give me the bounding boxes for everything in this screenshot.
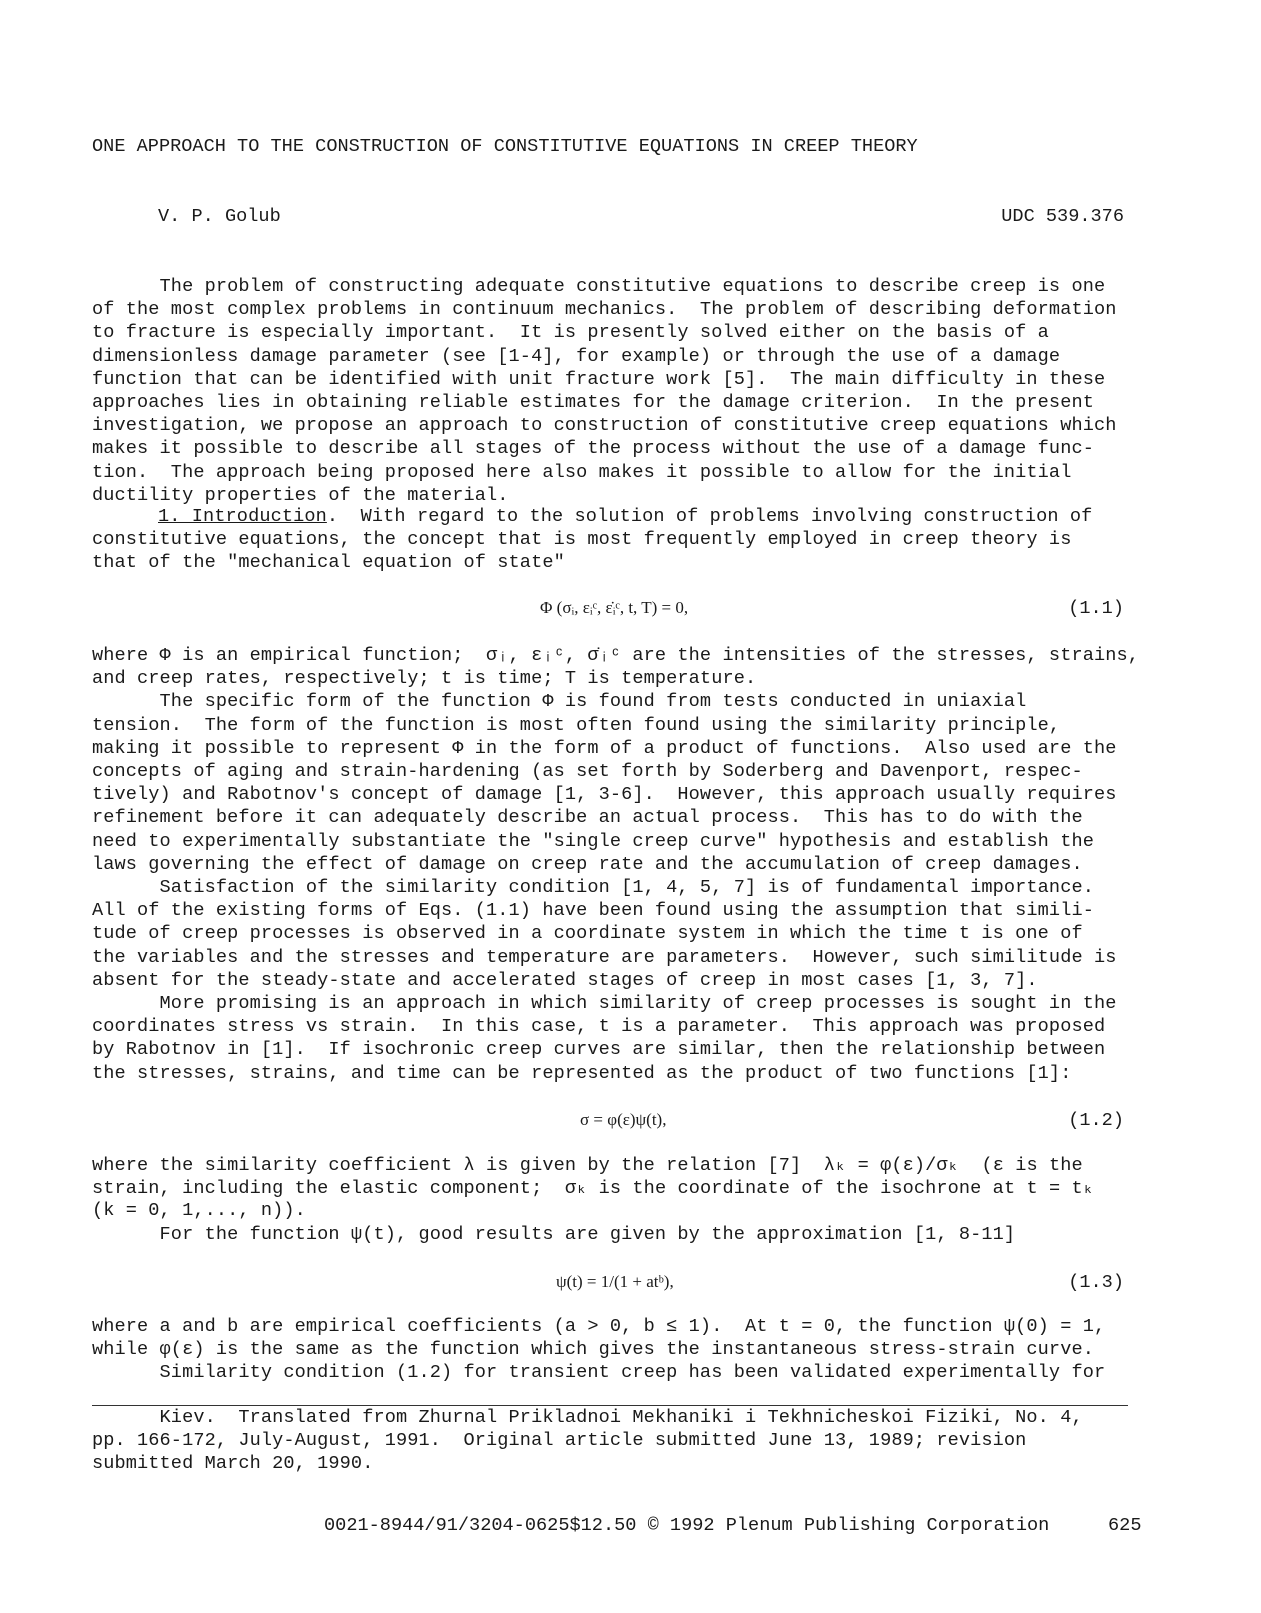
paragraph-line: Similarity condition (1.2) for transient creep has been validated experimentally for xyxy=(92,1362,1106,1384)
intro-line: that of the "mechanical equation of state" xyxy=(92,552,565,574)
paragraph-line: tively) and Rabotnov's concept of damage [1, 3-6]. However, this approach usually requires xyxy=(92,784,1117,806)
paragraph-line: More promising is an approach in which similarity of creep processes is sought in the xyxy=(92,993,1117,1014)
footnote-line: pp. 166-172, July-August, 1991. Original article submitted June 13, 1989; revision xyxy=(92,1430,1027,1452)
abstract-line: to fracture is especially important. It is presently solved either on the basis of a xyxy=(92,322,1049,344)
intro-line: constitutive equations, the concept that is most frequently employed in creep theory is xyxy=(92,529,1072,550)
footnote-line: submitted March 20, 1990. xyxy=(92,1453,374,1475)
issn-price: 0021-8944/91/3204-0625$12.50 xyxy=(324,1515,637,1536)
paragraph-line: refinement before it can adequately describe an actual process. This has to do with the xyxy=(92,807,1083,829)
paragraph-line: Satisfaction of the similarity condition [1, 4, 5, 7] is of fundamental importance. xyxy=(92,877,1094,898)
paragraph-line: where a and b are empirical coefficients (a > 0, b ≤ 1). At t = 0, the function ψ(0) = 1, xyxy=(92,1316,1106,1337)
abstract-line: of the most complex problems in continuum mechanics. The problem of describing deformation xyxy=(92,299,1117,321)
paragraph-line: (k = 0, 1,..., n)). xyxy=(92,1200,306,1222)
author: V. P. Golub xyxy=(158,206,281,227)
abstract-line: makes it possible to describe all stages of the process without the use of a damage func- xyxy=(92,438,1094,460)
paragraph-line: where Φ is an empirical function; σᵢ, εᵢᶜ, σ̇ᵢᶜ are the intensities of the stresses, strains, xyxy=(92,645,1139,666)
paragraph-line: coordinates stress vs strain. In this case, t is a parameter. This approach was proposed xyxy=(92,1016,1106,1038)
paragraph-line: strain, including the elastic component; σₖ is the coordinate of the isochrone at t = tₖ xyxy=(92,1178,1095,1200)
equation-1-2: σ = φ(ε)ψ(t), xyxy=(580,1110,667,1129)
equation-1-1-number: (1.1) xyxy=(1068,598,1124,619)
footer-line xyxy=(324,1515,1049,1536)
footnote-rule xyxy=(92,1405,1128,1406)
intro-first-line-rest: . With regard to the solution of problems involving construction of xyxy=(326,506,1093,527)
paragraph-line: tension. The form of the function is most often found using the similarity principle, xyxy=(92,714,1061,736)
equation-1-1: Φ (σᵢ, εᵢᶜ, ε̇ᵢᶜ, t, T) = 0, xyxy=(540,598,689,617)
abstract-line: investigation, we propose an approach to construction of constitutive creep equations which xyxy=(92,415,1117,437)
paragraph-line: concepts of aging and strain-hardening (as set forth by Soderberg and Davenport, respec- xyxy=(92,761,1083,782)
abstract-line: tion. The approach being proposed here also makes it possible to allow for the initial xyxy=(92,461,1072,483)
paragraph-line: The specific form of the function Φ is found from tests conducted in uniaxial xyxy=(92,691,1027,713)
paragraph-line: by Rabotnov in [1]. If isochronic creep curves are similar, then the relationship between xyxy=(92,1039,1106,1061)
intro-first-line xyxy=(92,506,1092,527)
abstract-line: The problem of constructing adequate constitutive equations to describe creep is one xyxy=(92,276,1106,297)
article-title: ONE APPROACH TO THE CONSTRUCTION OF CONSTITUTIVE EQUATIONS IN CREEP THEORY xyxy=(92,136,918,157)
paragraph-line: where the similarity coefficient λ is given by the relation [7] λₖ = φ(ε)/σₖ (ε is the xyxy=(92,1155,1083,1176)
paragraph-line: and creep rates, respectively; t is time; T is temperature. xyxy=(92,668,757,690)
copyright: © 1992 Plenum Publishing Corporation xyxy=(647,1515,1050,1536)
paragraph-line: laws governing the effect of damage on creep rate and the accumulation of creep damages. xyxy=(92,853,1083,875)
page-number: 625 xyxy=(1108,1515,1142,1536)
paragraph-line: absent for the steady-state and accelerated stages of creep in most cases [1, 3, 7]. xyxy=(92,969,1038,991)
equation-1-2-number: (1.2) xyxy=(1068,1110,1124,1131)
abstract-line: function that can be identified with unit fracture work [5]. The main difficulty in these xyxy=(92,368,1106,390)
paragraph-line: while φ(ε) is the same as the function which gives the instantaneous stress-strain curve. xyxy=(92,1339,1094,1361)
equation-1-3: ψ(t) = 1/(1 + atᵇ), xyxy=(556,1272,674,1291)
footnote-line: Kiev. Translated from Zhurnal Prikladnoi Mekhaniki i Tekhnicheskoi Fiziki, No. 4, xyxy=(92,1407,1083,1428)
paragraph-line: the stresses, strains, and time can be represented as the product of two functions [1]: xyxy=(92,1062,1072,1084)
paragraph-line: All of the existing forms of Eqs. (1.1) have been found using the assumption that simili- xyxy=(92,900,1094,922)
paragraph-line: need to experimentally substantiate the "single creep curve" hypothesis and establish the xyxy=(92,830,1094,852)
intro-heading: 1. Introduction xyxy=(158,506,327,527)
paragraph-line: For the function ψ(t), good results are given by the approximation [1, 8-11] xyxy=(92,1223,1016,1245)
paragraph-line: making it possible to represent Φ in the form of a product of functions. Also used are the xyxy=(92,737,1117,759)
paragraph-line: the variables and the stresses and temperature are parameters. However, such similitude is xyxy=(92,946,1117,968)
abstract-line: ductility properties of the material. xyxy=(92,484,509,506)
paragraph-line: tude of creep processes is observed in a coordinate system in which the time t is one of xyxy=(92,923,1083,945)
abstract-line: approaches lies in obtaining reliable estimates for the damage criterion. In the present xyxy=(92,392,1094,413)
equation-1-3-number: (1.3) xyxy=(1068,1272,1124,1293)
abstract-line: dimensionless damage parameter (see [1-4], for example) or through the use of a damage xyxy=(92,345,1061,367)
udc-code: UDC 539.376 xyxy=(1001,206,1124,227)
